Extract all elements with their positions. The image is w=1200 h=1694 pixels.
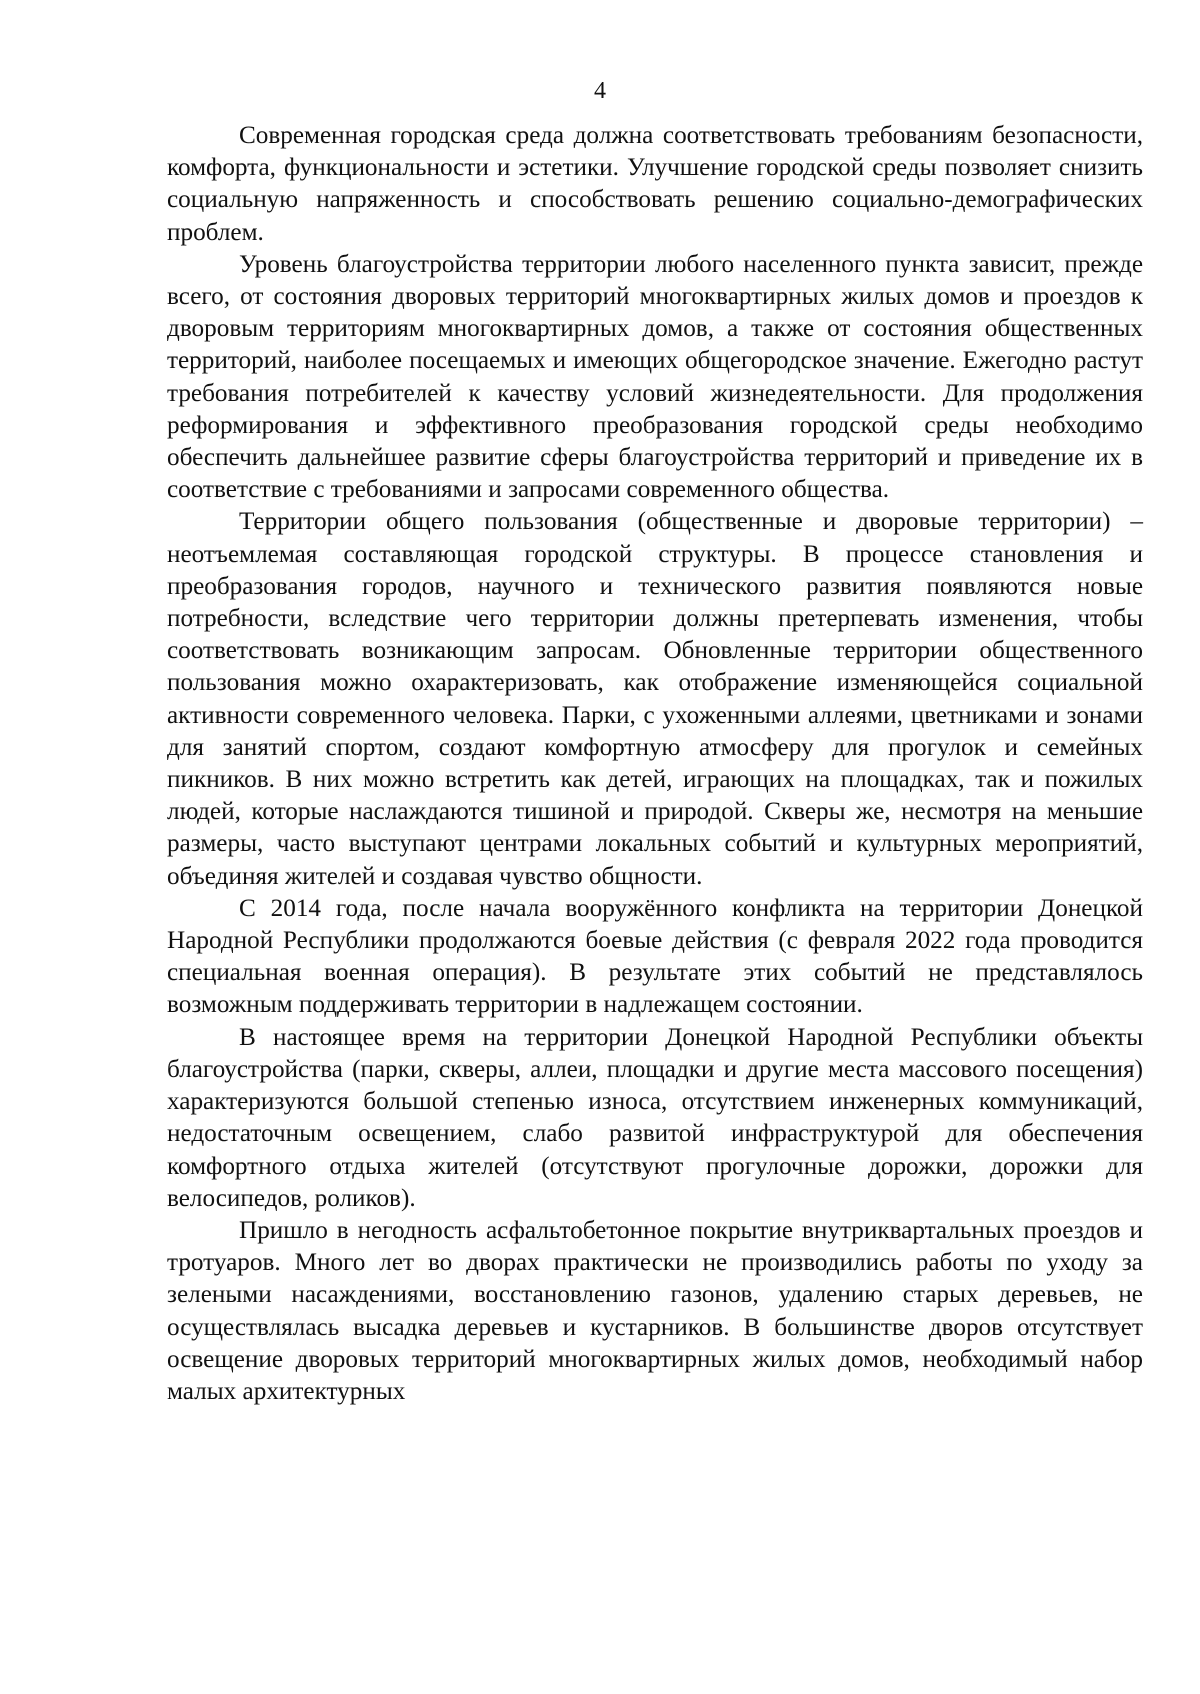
paragraph-3: Территории общего пользования (общественные и дворовые территории) – неотъемлемая составляющая городской структуры. В процессе становления и преобразования городов, научного и технического развития появляются новые потребности, вследствие чего территории должны претерпевать изменения, чтобы соответствовать возникающим запросам. Обновленные территории общественного пользования можно охарактеризовать, как отображение изменяющейся социальной активности современного человека. Парки, с ухоженными аллеями, цветниками и зонами для занятий спортом, создают комфортную атмосферу для прогулок и семейных пикников. В них можно встретить как детей, играющих на площадках, так и пожилых людей, которые наслаждаются тишиной и природой. Скверы же, несмотря на меньшие размеры, часто выступают центрами локальных событий и культурных мероприятий, объединяя жителей и создавая чувство общности.: [167, 508, 1143, 890]
paragraph-1: Современная городская среда должна соответствовать требованиям безопасности, комфорта, функциональности и эстетики. Улучшение городской среды позволяет снизить социальную напряженность и способствовать решению социально-демографических проблем.: [167, 122, 1143, 246]
page-number: 4: [594, 78, 606, 104]
paragraph-5: В настоящее время на территории Донецкой Народной Республики объекты благоустройства (парки, скверы, аллеи, площадки и другие места массового посещения) характеризуются большой степенью износа, отсутствием инженерных коммуникаций, недостаточным освещением, слабо развитой инфраструктурой для обеспечения комфортного отдыха жителей (отсутствуют прогулочные дорожки, дорожки для велосипедов, роликов).: [167, 1023, 1143, 1212]
document-body: [167, 120, 1143, 1408]
paragraph-4: С 2014 года, после начала вооружённого конфликта на территории Донецкой Народной Республики продолжаются боевые действия (с февраля 2022 года проводится специальная военная операция). В результате этих событий не представлялось возможным поддерживать территории в надлежащем состоянии.: [167, 894, 1143, 1019]
paragraph-2: Уровень благоустройства территории любого населенного пункта зависит, прежде всего, от состояния дворовых территорий многоквартирных жилых домов и проездов к дворовым территориям многоквартирных домов, а также от состояния общественных территорий, наиболее посещаемых и имеющих общегородское значение. Ежегодно растут требования потребителей к качеству условий жизнедеятельности. Для продолжения реформирования и эффективного преобразования городской среды необходимо обеспечить дальнейшее развитие сферы благоустройства территорий и приведение их в соответствие с требованиями и запросами современного общества.: [167, 250, 1143, 504]
paragraph-6: Пришло в негодность асфальтобетонное покрытие внутриквартальных проездов и тротуаров. Много лет во дворах практически не производились работы по уходу за зелеными насаждениями, восстановлению газонов, удалению старых деревьев, не осуществлялась высадка деревьев и кустарников. В большинстве дворов отсутствует освещение дворовых территорий многоквартирных жилых домов, необходимый набор малых архитектурных: [167, 1216, 1143, 1405]
